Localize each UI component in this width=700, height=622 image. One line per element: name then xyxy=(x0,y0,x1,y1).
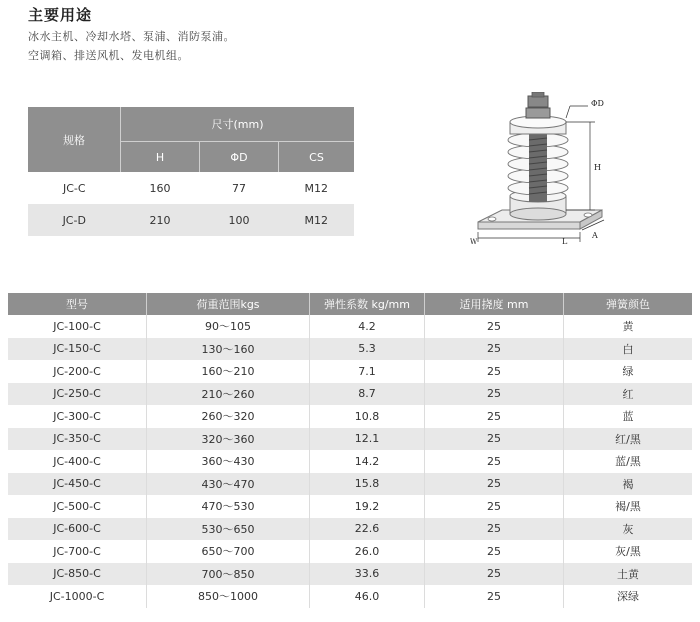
spring-rate-cell: 26.0 xyxy=(310,540,425,563)
spring-color-cell: 蓝/黑 xyxy=(615,455,641,469)
table-row xyxy=(8,450,692,473)
phi-d-label: ΦD xyxy=(591,99,604,108)
load-range-cell: 130～160 xyxy=(147,338,310,361)
cs-cell: M12 xyxy=(304,181,328,195)
table-row xyxy=(8,315,692,338)
deflection-cell: 25 xyxy=(425,450,564,473)
usage-line-1: 冰水主机、冷却水塔、泵浦、消防泵浦。 xyxy=(28,30,235,43)
spring-rate-header: 弹性系数 kg/mm xyxy=(310,293,425,315)
model-header: 型号 xyxy=(8,293,147,315)
dimension-table xyxy=(28,107,354,236)
spring-color-cell: 褐/黑 xyxy=(615,500,641,514)
table-row xyxy=(8,338,692,361)
model-cell: JC-250-C xyxy=(8,383,147,406)
phi-d-header: ΦD xyxy=(200,142,279,173)
model-cell: JC-850-C xyxy=(8,563,147,586)
spring-color-header: 弹簧颜色 xyxy=(564,293,693,315)
load-range-cell: 260～320 xyxy=(147,405,310,428)
load-range-cell: 850～1000 xyxy=(147,585,310,608)
model-cell: JC-150-C xyxy=(8,338,147,361)
spring-color-cell: 黄 xyxy=(622,320,634,334)
spring-color-cell: 绿 xyxy=(622,365,634,379)
load-range-cell: 470～530 xyxy=(147,495,310,518)
spring-color-cell: 红 xyxy=(564,383,693,406)
table-row xyxy=(8,428,692,451)
spec-cell: JC-D xyxy=(28,204,121,236)
table-row xyxy=(8,540,692,563)
spring-rate-cell: 46.0 xyxy=(310,585,425,608)
h-label: H xyxy=(594,163,601,172)
load-range-cell: 530～650 xyxy=(147,518,310,541)
table-row xyxy=(28,204,354,236)
deflection-cell: 25 xyxy=(425,518,564,541)
model-cell: JC-700-C xyxy=(8,540,147,563)
load-range-cell: 650～700 xyxy=(147,540,310,563)
spring-rate-cell: 14.2 xyxy=(310,450,425,473)
h-cell: 210 xyxy=(121,204,200,236)
usage-line-2: 空调箱、排送风机、发电机组。 xyxy=(28,49,189,62)
spec-cell: JC-C xyxy=(62,181,86,195)
spring-rate-cell: 22.6 xyxy=(310,518,425,541)
deflection-cell: 25 xyxy=(425,585,564,608)
w-label: W xyxy=(470,238,478,246)
table-row xyxy=(8,518,692,541)
table-row xyxy=(8,563,692,586)
spring-mount-diagram xyxy=(470,92,620,252)
deflection-cell: 25 xyxy=(425,315,564,338)
load-range-cell: 160～210 xyxy=(147,360,310,383)
load-range-cell: 700～850 xyxy=(147,563,310,586)
load-range-cell: 430～470 xyxy=(147,473,310,496)
deflection-cell: 25 xyxy=(425,428,564,451)
table-row xyxy=(8,495,692,518)
deflection-cell: 25 xyxy=(425,338,564,361)
h-header: H xyxy=(121,142,200,173)
model-cell: JC-400-C xyxy=(8,450,147,473)
deflection-cell: 25 xyxy=(425,360,564,383)
load-range-cell: 320～360 xyxy=(147,428,310,451)
model-cell: JC-1000-C xyxy=(8,585,147,608)
table-row xyxy=(28,172,354,204)
h-cell: 160 xyxy=(149,181,171,195)
model-cell: JC-450-C xyxy=(8,473,147,496)
deflection-cell: 25 xyxy=(425,405,564,428)
spec-table xyxy=(8,293,692,608)
spring-rate-cell: 19.2 xyxy=(310,495,425,518)
table-row xyxy=(8,405,692,428)
model-cell: JC-200-C xyxy=(8,360,147,383)
a-label: A xyxy=(592,231,598,240)
load-range-cell: 360～430 xyxy=(147,450,310,473)
deflection-cell: 25 xyxy=(425,563,564,586)
size-header: 尺寸(mm) xyxy=(121,107,355,142)
section-title: 主要用途 xyxy=(28,6,93,24)
spring-color-cell: 白 xyxy=(564,338,693,361)
model-cell: JC-100-C xyxy=(8,315,147,338)
spring-rate-cell: 10.8 xyxy=(310,405,425,428)
l-label: L xyxy=(562,237,568,246)
spring-rate-cell: 7.1 xyxy=(310,360,425,383)
spring-color-cell: 深绿 xyxy=(617,590,639,604)
model-cell: JC-350-C xyxy=(8,428,147,451)
spring-rate-cell: 12.1 xyxy=(310,428,425,451)
load-range-cell: 90～105 xyxy=(147,315,310,338)
phi-d-cell: 100 xyxy=(200,204,279,236)
cs-header: CS xyxy=(279,142,355,173)
deflection-header: 适用挠度 mm xyxy=(425,293,564,315)
spring-color-cell: 灰/黑 xyxy=(615,545,641,559)
spec-header: 规格 xyxy=(28,107,121,172)
spring-color-cell: 褐 xyxy=(564,473,693,496)
deflection-cell: 25 xyxy=(425,495,564,518)
spring-color-cell: 蓝 xyxy=(622,410,634,424)
model-cell: JC-600-C xyxy=(8,518,147,541)
table-row xyxy=(8,585,692,608)
model-cell: JC-300-C xyxy=(8,405,147,428)
spring-rate-cell: 33.6 xyxy=(310,563,425,586)
model-cell: JC-500-C xyxy=(8,495,147,518)
spring-color-cell: 红/黑 xyxy=(564,428,693,451)
cs-cell: M12 xyxy=(279,204,355,236)
spring-rate-cell: 5.3 xyxy=(310,338,425,361)
spring-color-cell: 土黄 xyxy=(564,563,693,586)
table-row xyxy=(8,473,692,496)
phi-d-cell: 77 xyxy=(232,181,246,195)
load-range-header: 荷重范围kgs xyxy=(147,293,310,315)
spring-rate-cell: 8.7 xyxy=(310,383,425,406)
spring-rate-cell: 15.8 xyxy=(310,473,425,496)
table-row xyxy=(8,383,692,406)
spring-color-cell: 灰 xyxy=(564,518,693,541)
table-row xyxy=(8,360,692,383)
deflection-cell: 25 xyxy=(425,383,564,406)
deflection-cell: 25 xyxy=(425,473,564,496)
spring-rate-cell: 4.2 xyxy=(310,315,425,338)
deflection-cell: 25 xyxy=(425,540,564,563)
load-range-cell: 210～260 xyxy=(147,383,310,406)
